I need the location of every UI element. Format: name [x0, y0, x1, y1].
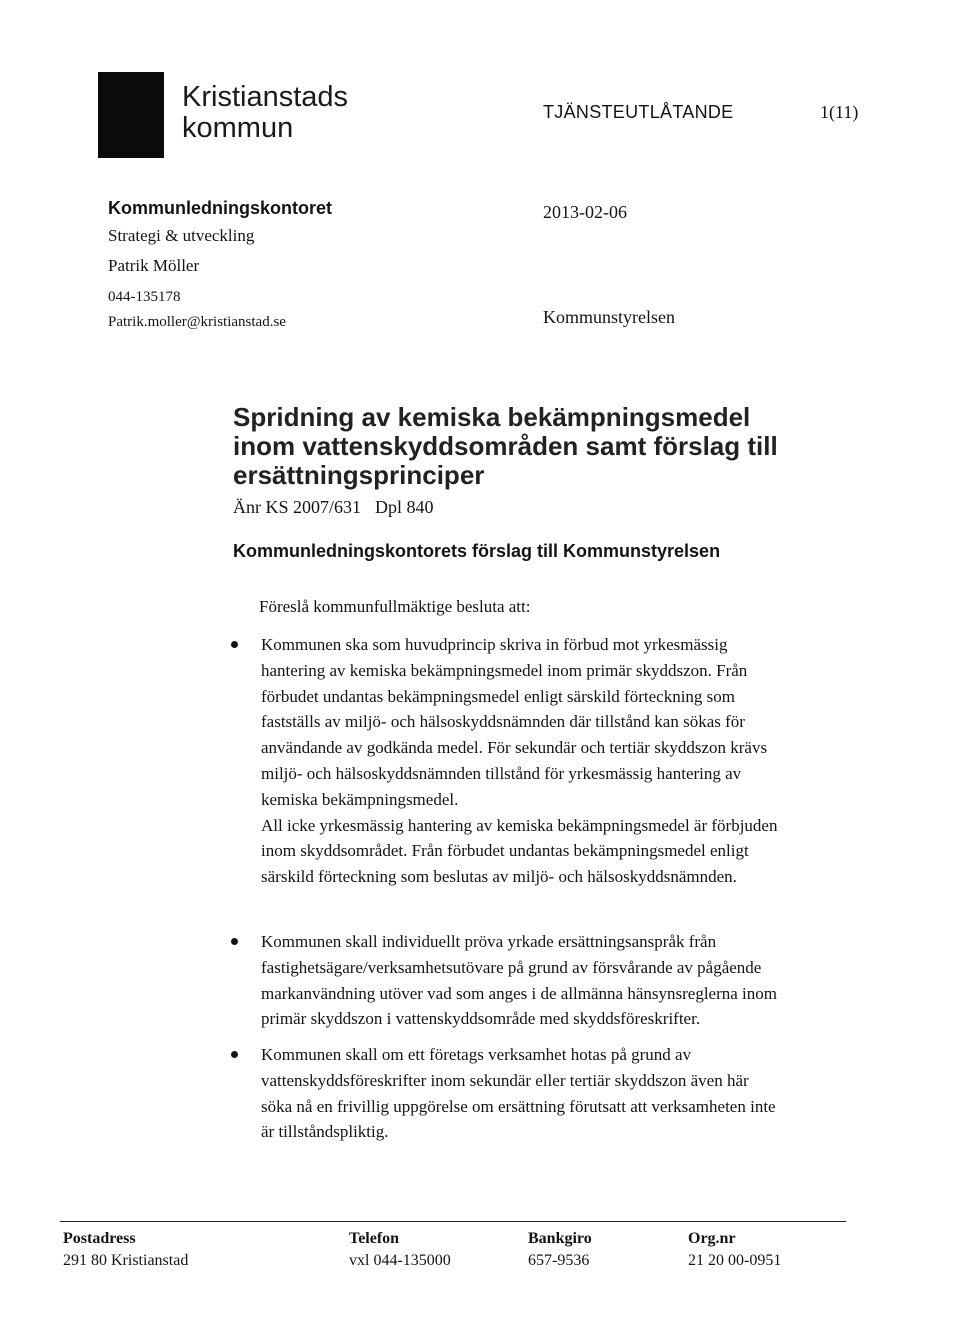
footer-postal	[63, 1228, 188, 1272]
org-name-line2: kommun	[182, 112, 294, 144]
footer-bank-value: 657-9536	[528, 1252, 590, 1269]
document-type: TJÄNSTEUTLÅTANDE	[543, 102, 734, 122]
proposal-intro: Föreslå kommunfullmäktige besluta att:	[259, 597, 531, 616]
list-item	[261, 632, 781, 890]
org-name-line1: Kristianstads	[182, 81, 349, 113]
list-item-text: Kommunen skall om ett företags verksamhet hotas på grund av vattenskyddsföreskrifter inom sekundär eller tertiär skyddszon även här söka nå en frivillig uppgörelse om ersättning förutsatt att verksamheten inte är tillståndspliktig.	[261, 1045, 776, 1142]
footer-postal-value: 291 80 Kristianstad	[63, 1252, 189, 1269]
list-item	[261, 929, 781, 1032]
document-title: Spridning av kemiska bekämpningsmedel inom vattenskyddsområden samt förslag till ersättningsprinciper	[233, 402, 778, 490]
footer-phone	[349, 1228, 451, 1272]
list-item-text: Kommunen ska som huvudprincip skriva in förbud mot yrkesmässig hantering av kemiska bekämpningsmedel inom primär skyddszon. Från förbudet undantas bekämpningsmedel enligt särskild förteckning som fastställs av miljö- och hälsoskyddsnämnden där tillstånd kan sökas för användande av godkända medel. För sekundär och tertiär skyddszon krävs miljö- och hälsoskyddsnämnden tillstånd för yrkesmässig hantering av kemiska bekämpningsmedel.	[261, 635, 768, 809]
proposal-heading: Kommunledningskontorets förslag till Kommunstyrelsen	[233, 541, 721, 561]
footer-org-value: 21 20 00-0951	[688, 1252, 782, 1269]
list-item	[261, 1042, 781, 1145]
footer-bank	[528, 1228, 592, 1272]
sender-unit: Strategi & utveckling	[108, 226, 255, 245]
sender-department: Kommunledningskontoret	[108, 198, 332, 218]
recipient: Kommunstyrelsen	[543, 307, 675, 327]
logo-mark	[98, 72, 164, 158]
footer-org-label: Org.nr	[688, 1230, 736, 1247]
footer-postal-label: Postadress	[63, 1230, 136, 1247]
footer-divider	[60, 1221, 846, 1222]
sender-email[interactable]: Patrik.moller@kristianstad.se	[108, 314, 286, 330]
footer-phone-label: Telefon	[349, 1230, 400, 1247]
bullet-dot	[231, 641, 238, 648]
bullet-dot	[231, 1051, 238, 1058]
list-item-text: Kommunen skall individuellt pröva yrkade ersättningsanspråk från fastighetsägare/verksamhetsutövare på grund av försvårande av pågående markanvändning utöver vad som anges i de allmänna hänsynsreglerna inom primär skyddszon i vattenskyddsområde med skyddsföreskrifter.	[261, 932, 777, 1029]
reference-anr: Änr KS 2007/631	[233, 497, 362, 517]
reference-line	[233, 497, 448, 518]
footer-org	[688, 1228, 781, 1272]
page-number: 1(11)	[820, 102, 859, 122]
list-item-text: All icke yrkesmässig hantering av kemiska bekämpningsmedel är förbjuden inom skyddsområdet. Från förbudet undantas bekämpningsmedel enligt särskild förteckning som beslutas av miljö- och hälsoskyddsnämnden.	[261, 815, 778, 887]
footer-phone-value: vxl 044-135000	[349, 1252, 451, 1269]
bullet-dot	[231, 938, 238, 945]
sender-phone: 044-135178	[108, 289, 181, 305]
sender-name: Patrik Möller	[108, 256, 200, 275]
document-date: 2013-02-06	[543, 202, 627, 222]
footer-bank-label: Bankgiro	[528, 1230, 592, 1247]
reference-dpl: Dpl 840	[375, 497, 434, 517]
org-name	[182, 82, 348, 144]
